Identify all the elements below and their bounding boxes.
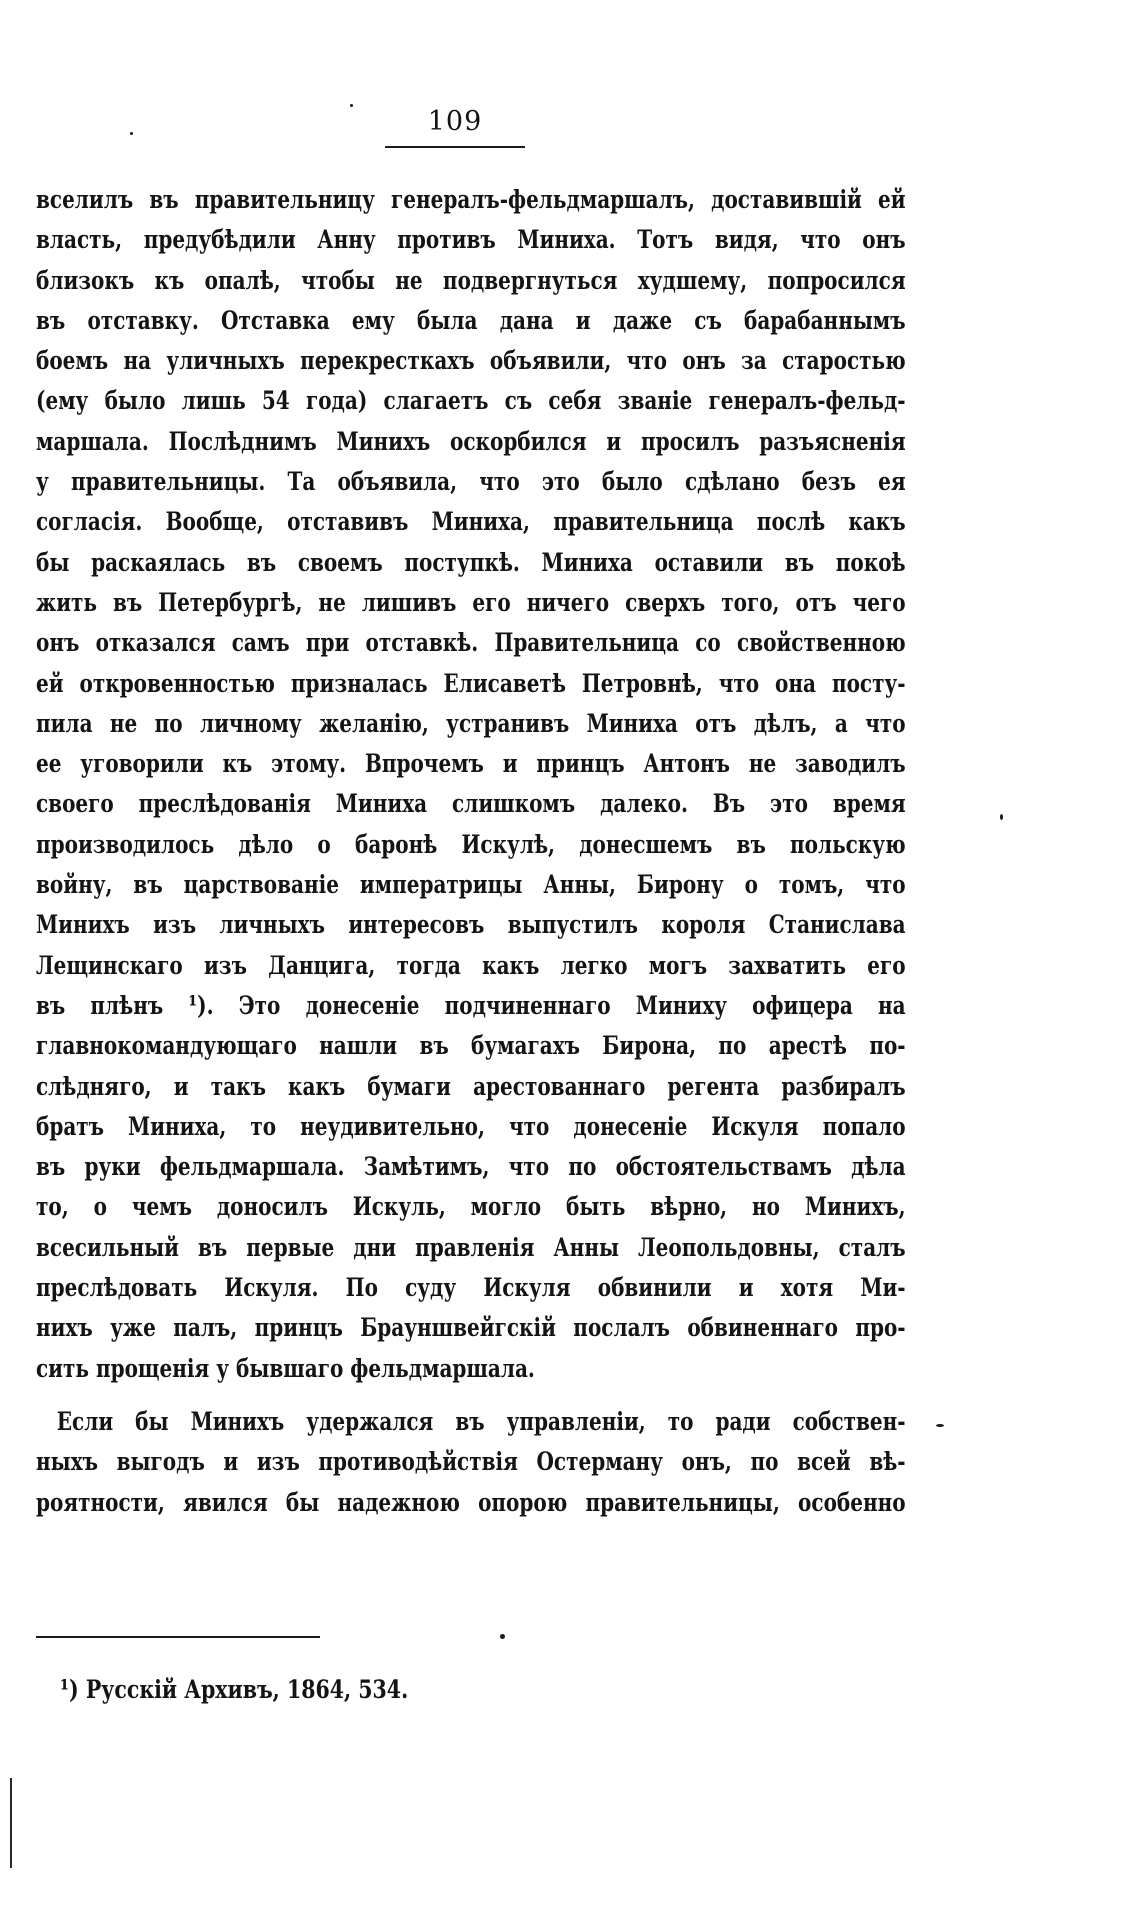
text-line: своего преслѣдованiя Миниха слишкомъ далеко. Въ это время: [36, 789, 906, 819]
text-line: близокъ къ опалѣ, чтобы не подвергнуться худшему, попросился: [36, 265, 906, 295]
text-line: преслѣдовать Искуля. По суду Искуля обвинили и хотя Ми-: [36, 1273, 906, 1303]
print-speck: [500, 1634, 505, 1639]
text-line: въ руки фельдмаршала. Замѣтимъ, что по обстоятельствамъ дѣла: [36, 1152, 906, 1182]
text-line: Минихъ изъ личныхъ интересовъ выпустилъ короля Станислава: [36, 910, 906, 940]
print-speck: [130, 132, 133, 135]
text-line: войну, въ царствованiе императрицы Анны, Бирону о томъ, что: [36, 870, 906, 900]
text-line: главнокомандующаго нашли въ бумагахъ Бирона, по арестѣ по-: [36, 1031, 906, 1061]
text-line: Лещинскаго изъ Данцига, тогда какъ легко могъ захватить его: [36, 950, 906, 980]
scan-edge-mark: [10, 1778, 12, 1868]
print-speck: [936, 1424, 944, 1427]
text-line: ныхъ выгодъ и изъ противодѣйствiя Остерману онъ, по всей вѣ-: [36, 1447, 906, 1477]
text-line: власть, предубѣдили Анну противъ Миниха. Тотъ видя, что онъ: [36, 225, 906, 255]
text-line: жить въ Петербургѣ, не лишивъ его ничего сверхъ того, отъ чего: [36, 587, 906, 617]
footnote-rule: [36, 1636, 320, 1638]
text-line: роятности, явился бы надежною опорою правительницы, особенно: [36, 1487, 906, 1517]
text-line: маршала. Послѣднимъ Минихъ оскорбился и просилъ разъясненiя: [36, 426, 906, 456]
text-line: пила не по личному желанiю, устранивъ Миниха отъ дѣлъ, а что: [36, 708, 906, 738]
print-speck: [1000, 814, 1003, 820]
text-line: (ему было лишь 54 года) слагаетъ съ себя званiе генералъ-фельд-: [36, 386, 906, 416]
text-line: всесильный въ первые дни правленiя Анны Леопольдовны, сталъ: [36, 1232, 906, 1262]
header-rule: [385, 146, 525, 148]
text-line: ей откровенностью призналась Елисаветѣ Петровнѣ, что она посту-: [36, 668, 906, 698]
text-line: бы раскаялась въ своемъ поступкѣ. Миниха оставили въ покоѣ: [36, 547, 906, 577]
text-line: онъ отказался самъ при отставкѣ. Правительница со свойственною: [36, 628, 906, 658]
page-number: 109: [427, 106, 483, 137]
text-line: согласiя. Вообще, отставивъ Миниха, правительница послѣ какъ: [36, 507, 906, 537]
text-line: Если бы Минихъ удержался въ управленiи, то ради собствен-: [56, 1406, 906, 1436]
text-line: производилось дѣло о баронѣ Искулѣ, донесшемъ въ польскую: [36, 829, 906, 859]
text-line: слѣдняго, и такъ какъ бумаги арестованнаго регента разбиралъ: [36, 1071, 906, 1101]
text-line: ее уговорили къ этому. Впрочемъ и принцъ Антонъ не заводилъ: [36, 749, 906, 779]
text-line: нихъ уже палъ, принцъ Брауншвейгскiй послалъ обвиненнаго про-: [36, 1313, 906, 1343]
text-line: братъ Миниха, то неудивительно, что донесенiе Искуля попало: [36, 1111, 906, 1141]
text-line: въ плѣнъ ¹). Это донесенiе подчиненнаго Миниху офицера на: [36, 990, 906, 1020]
text-line: то, о чемъ доносилъ Искуль, могло быть вѣрно, но Минихъ,: [36, 1192, 906, 1222]
body-text: [36, 180, 906, 1523]
text-line: въ отставку. Отставка ему была дана и даже съ барабаннымъ: [36, 305, 906, 335]
print-speck: [350, 104, 353, 107]
text-line: боемъ на уличныхъ перекресткахъ объявили, что онъ за старостью: [36, 346, 906, 376]
text-line: у правительницы. Та объявила, что это было сдѣлано безъ ея: [36, 467, 906, 497]
footnote: ¹) Русскiй Архивъ, 1864, 534.: [60, 1675, 409, 1704]
text-line: вселилъ въ правительницу генералъ-фельдмаршалъ, доставившiй ей: [36, 185, 906, 214]
text-line: сить прощенiя у бывшаго фельдмаршала.: [36, 1353, 535, 1383]
